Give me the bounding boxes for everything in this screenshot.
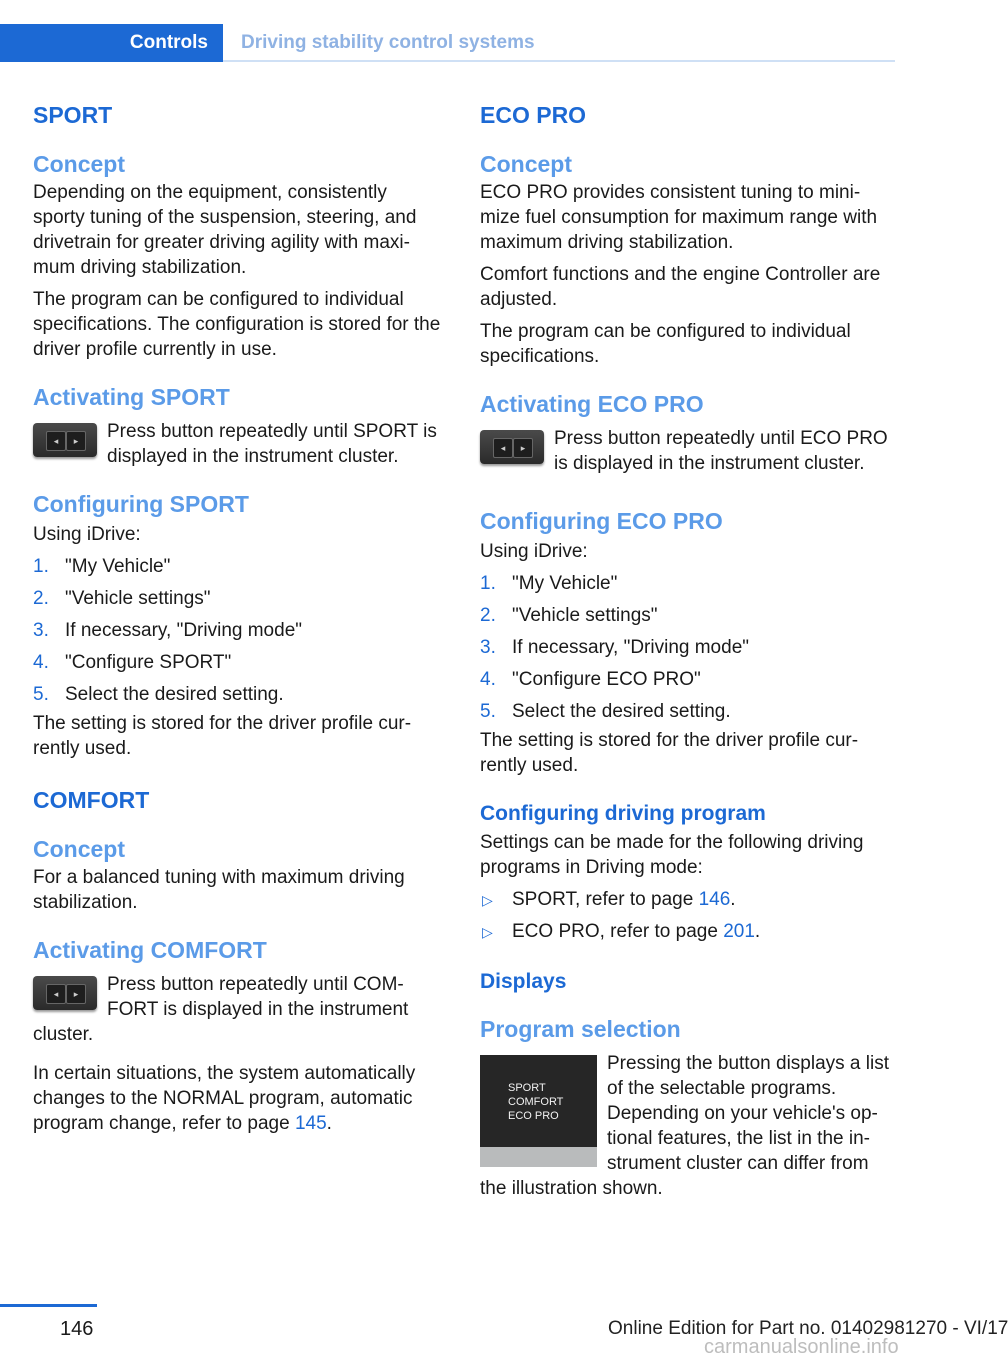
configuring-eco-steps <box>480 568 890 728</box>
list-item: 2. "Vehicle settings" <box>480 605 658 626</box>
page-link[interactable]: 145 <box>294 1113 327 1134</box>
list-item: 3. If necessary, "Driving mode" <box>33 620 302 641</box>
right-column <box>480 100 890 1201</box>
activating-sport-text: Press button repeatedly until SPORT is displayed in the instrument cluster. <box>107 421 437 467</box>
config-program-paragraph: Settings can be made for the following driving programs in Driving mode: <box>480 832 864 878</box>
list-item: 5. Select the desired setting. <box>33 684 284 705</box>
page-link[interactable]: 146 <box>698 889 731 910</box>
page-header <box>0 24 895 62</box>
list-item: 1. "My Vehicle" <box>33 556 171 577</box>
page-number: 146 <box>60 1318 94 1340</box>
instrument-cluster-image <box>480 1055 597 1167</box>
list-item: ▷ ECO PRO, refer to page 201. <box>480 916 890 948</box>
activating-comfort-text: Press button repeatedly until COMFORT is displayed in the instrument cluster. <box>33 974 409 1045</box>
configuring-eco-heading: Configuring ECO PRO <box>480 508 723 534</box>
driving-mode-button-icon: ◂ ▸ <box>33 423 97 457</box>
list-item: 5. Select the desired setting. <box>480 701 731 722</box>
list-item: 1. "My Vehicle" <box>480 573 618 594</box>
list-item: 2. "Vehicle settings" <box>33 588 211 609</box>
activating-eco-text: Press button repeatedly until ECO PRO is displayed in the instrument cluster. <box>554 428 888 474</box>
configuring-sport-steps <box>33 551 443 711</box>
watermark: carmanualsonline.info <box>704 1336 899 1358</box>
sport-heading: SPORT <box>33 102 113 128</box>
left-column <box>33 100 443 1136</box>
comfort-concept-heading: Concept <box>33 836 125 862</box>
eco-comfort-paragraph: Comfort functions and the engine Controller are adjusted. <box>480 264 881 310</box>
comfort-concept-paragraph: For a balanced tuning with maximum driving stabilization. <box>33 867 405 913</box>
cluster-bar <box>480 1147 597 1167</box>
configuring-sport-heading: Configuring SPORT <box>33 491 249 517</box>
driving-mode-button-icon: ◂ ▸ <box>33 976 97 1010</box>
triangle-bullet-icon: ▷ <box>482 924 493 940</box>
configuring-eco-intro: Using iDrive: <box>480 541 588 562</box>
list-item: ▷ SPORT, refer to page 146. <box>480 884 890 916</box>
eco-config-paragraph: The program can be configured to individual specifications. <box>480 321 851 367</box>
displays-heading: Displays <box>480 970 567 993</box>
activating-comfort-heading: Activating COMFORT <box>33 937 267 963</box>
list-item: 3. If necessary, "Driving mode" <box>480 637 749 658</box>
activating-sport-heading: Activating SPORT <box>33 384 230 410</box>
list-item: 4. "Configure SPORT" <box>33 652 232 673</box>
chapter-title[interactable]: Driving stability control systems <box>241 32 535 53</box>
configuring-sport-intro: Using iDrive: <box>33 524 141 545</box>
config-program-list <box>480 884 890 948</box>
comfort-heading: COMFORT <box>33 787 150 813</box>
eco-heading: ECO PRO <box>480 102 587 128</box>
configuring-eco-outro: The setting is stored for the driver profile currently used. <box>480 730 859 776</box>
program-selection-heading: Program selection <box>480 1016 681 1042</box>
config-program-heading: Configuring driving program <box>480 802 766 825</box>
footer-rule <box>0 1304 97 1307</box>
configuring-sport-outro: The setting is stored for the driver profile currently used. <box>33 713 412 759</box>
sport-concept-paragraph: Depending on the equipment, consistently sporty tuning of the suspension, steering, and drivetrain for greater driving agility with maximum driving stabilization. <box>33 182 417 278</box>
sport-concept-heading: Concept <box>33 151 125 177</box>
cluster-line: ECO PRO <box>508 1110 559 1122</box>
cluster-line: SPORT <box>508 1082 546 1094</box>
page-link[interactable]: 201 <box>723 921 755 942</box>
cluster-line: COMFORT <box>508 1096 564 1108</box>
header-rule <box>223 60 895 62</box>
edition-text: Online Edition for Part no. 01402981270 - VI/17 <box>608 1318 1008 1339</box>
activating-eco-heading: Activating ECO PRO <box>480 391 704 417</box>
driving-mode-button-icon: ◂ ▸ <box>480 430 544 464</box>
triangle-bullet-icon: ▷ <box>482 892 493 908</box>
list-item: 4. "Configure ECO PRO" <box>480 669 701 690</box>
eco-concept-heading: Concept <box>480 151 572 177</box>
comfort-note: In certain situations, the system automatically changes to the NORMAL program, automatic program change, refer to page 145. <box>33 1063 416 1134</box>
sport-config-paragraph: The program can be configured to individual specifications. The configuration is stored for the driver profile currently in use. <box>33 289 441 360</box>
eco-concept-paragraph: ECO PRO provides consistent tuning to minimize fuel consumption for maximum range with maximum driving stabilization. <box>480 182 878 253</box>
section-tab[interactable]: Controls <box>0 24 223 62</box>
program-selection-text: Pressing the button displays a list of the selectable programs. Depending on your vehicle's optional features, the list in the instrument cluster can differ from the illustration shown. <box>480 1053 889 1199</box>
